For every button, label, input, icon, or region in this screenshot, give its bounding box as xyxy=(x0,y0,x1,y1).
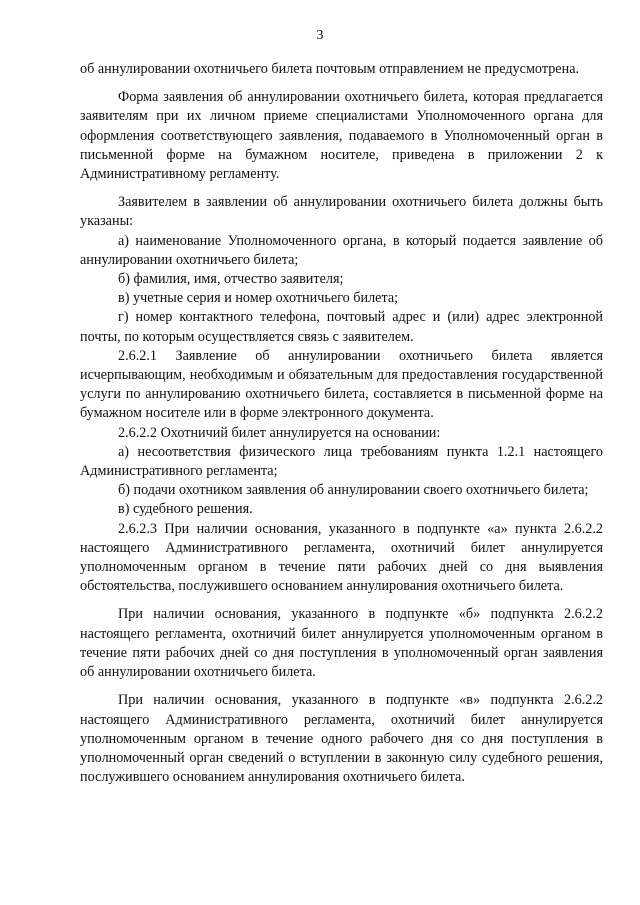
document-body xyxy=(80,60,603,787)
paragraph-ground-b: При наличии основания, указанного в подпункте «б» подпункта 2.6.2.2 настоящего регламента, охотничий билет аннулируется уполномоченным органом в течение пяти рабочих дней со дня поступления в уполномоченный орган заявления об аннулировании охотничьего билета. xyxy=(80,606,603,681)
list-item-b-grounds: б) подачи охотником заявления об аннулировании своего охотничьего билета; xyxy=(118,482,589,499)
paragraph-application-form: Форма заявления об аннулировании охотничьего билета, которая предлагается заявителям при их личном приеме специалистами Уполномоченного органа для оформления соответствующего заявления, подаваемого в Уполномоченный орган в письменной форме на бумажном носителе, приведена в приложении 2 к Административному регламенту. xyxy=(80,89,603,183)
paragraph-required-fields-intro: Заявителем в заявлении об аннулировании охотничьего билета должны быть указаны: xyxy=(80,194,603,230)
list-item-a-grounds: а) несоответствия физического лица требованиям пункта 1.2.1 настоящего Административного регламента; xyxy=(80,443,603,480)
paragraph-2-6-2-2: 2.6.2.2 Охотничий билет аннулируется на основании: xyxy=(118,424,441,441)
list-item-g: г) номер контактного телефона, почтовый адрес и (или) адрес электронной почты, по которым осуществляется связь с заявителем. xyxy=(80,309,603,345)
paragraph-ground-v: При наличии основания, указанного в подпункте «в» подпункта 2.6.2.2 настоящего Административного регламента, охотничий билет аннулируется уполномоченным органом в течение одного рабочего дня со дня поступления в уполномоченный орган сведений о вступлении в законную силу судебного решения, послужившего основанием аннулирования охотничьего билета. xyxy=(80,692,603,786)
paragraph-continuation: об аннулировании охотничьего билета почтовым отправлением не предусмотрена. xyxy=(80,61,580,77)
list-item-b: б) фамилия, имя, отчество заявителя; xyxy=(118,271,344,288)
list-item-v-grounds: в) судебного решения. xyxy=(118,501,253,518)
paragraph-2-6-2-3: 2.6.2.3 При наличии основания, указанного в подпункте «а» пункта 2.6.2.2 настоящего Административного регламента, охотничий билет аннулируется уполномоченным органом в течение пяти рабочих дней со дня выявления обстоятельства, послужившего основанием аннулирования охотничьего билета. xyxy=(80,520,603,595)
page-number: 3 xyxy=(316,28,324,43)
list-item-a: а) наименование Уполномоченного органа, в который подается заявление об аннулировании охотничьего билета; xyxy=(80,232,603,268)
paragraph-2-6-2-1: 2.6.2.1 Заявление об аннулировании охотничьего билета является исчерпывающим, необходимым и обязательным для предоставления государственной услуги по аннулированию охотничьего билета, составляется в письменной форме на бумажном носителе или в форме электронного документа. xyxy=(80,347,603,422)
list-item-v: в) учетные серия и номер охотничьего билета; xyxy=(118,290,399,307)
